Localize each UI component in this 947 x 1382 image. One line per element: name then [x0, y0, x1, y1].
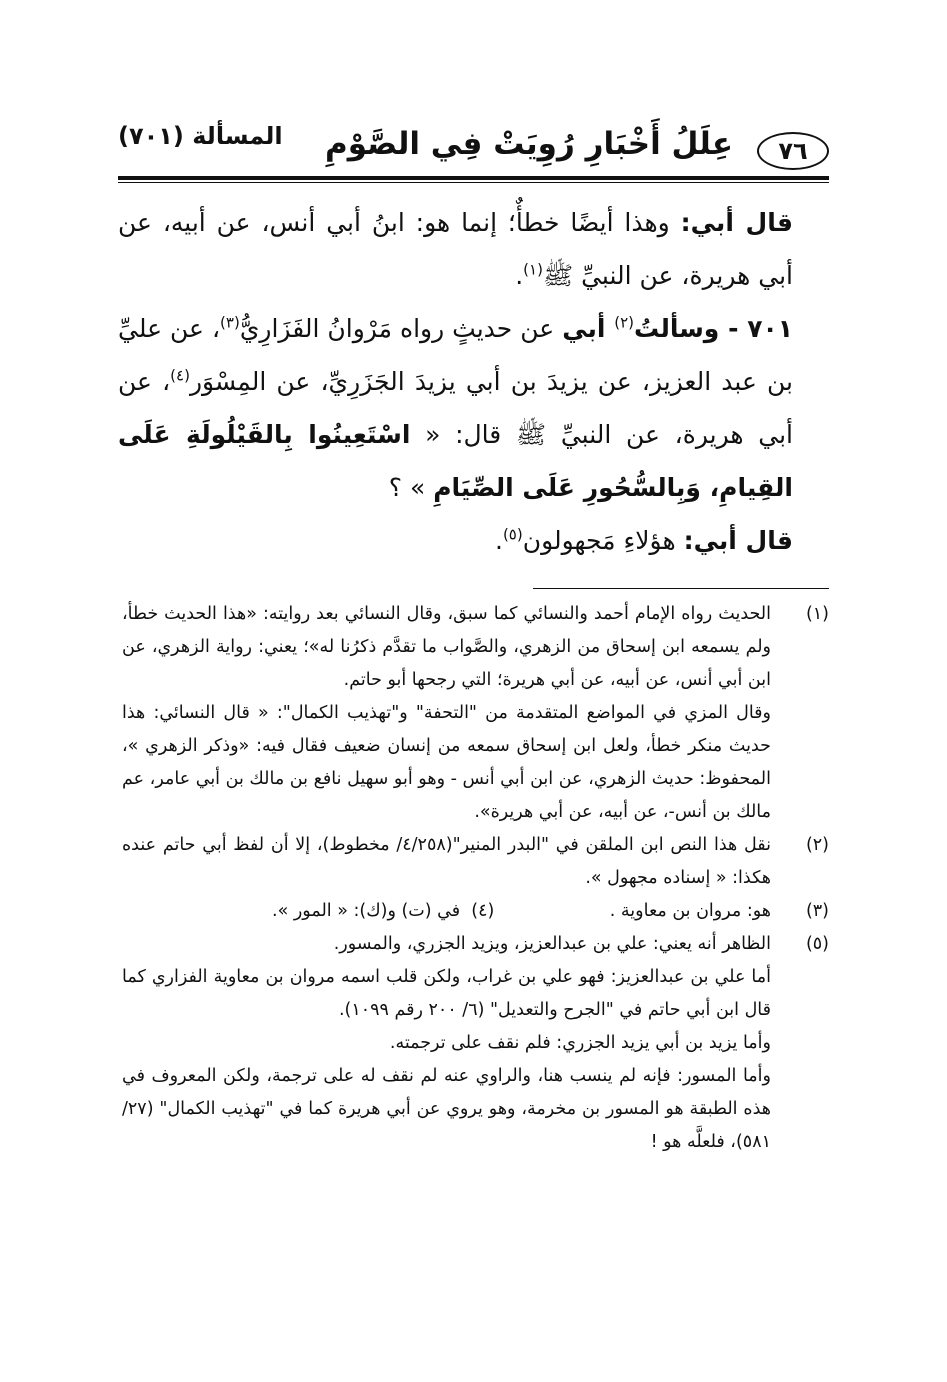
footnote-2	[122, 829, 829, 895]
paragraph-abu-hatim-reply-1	[118, 196, 829, 302]
footnote-ref-5: (٥)	[502, 525, 523, 544]
footnote-paragraph: وأما المسور: فإنه لم ينسب هنا، والراوي عنه لم نقف له على ترجمة، ولكن المعروف في هذه الطبقة هو المسور بن مخرمة، وهو يروي عن أبي هريرة كما في "تهذيب الكمال" (٢٧/ ٥٨١)، فلعلَّه هو !	[122, 1066, 771, 1152]
footnote-number: (٥)	[805, 934, 829, 954]
footnote-number: (٢)	[805, 835, 829, 855]
footnote-ref-3: (٣)	[220, 313, 240, 332]
footnote-1	[122, 598, 829, 829]
paragraph-text: هؤلاءِ مَجهولون	[522, 526, 684, 555]
footnote-paragraph: وأما يزيد بن أبي يزيد الجزري: فلم نقف على ترجمته.	[389, 1033, 771, 1053]
footnote-number: (١)	[805, 604, 829, 624]
footnote-paragraph: نقل هذا النص ابن الملقن في "البدر المنير"(٤/٢٥٨/ مخطوط)، إلا أن لفظ أبي حاتم عنده هكذا: « إسناده مجهول ».	[122, 835, 771, 888]
paragraph-end: .	[515, 261, 524, 290]
footnote-4-text: في (ت) و(ك): « المور ».	[272, 901, 461, 921]
running-title: عِلَلُ أَخْبَارِ رُوِيَتْ فِي الصَّوْمِ	[325, 126, 733, 162]
footnote-number: (٤)	[471, 901, 495, 921]
section-label: المسألة (٧٠١)	[118, 122, 283, 150]
page-number	[757, 132, 829, 170]
page-number-text: ٧٦	[778, 137, 808, 165]
footnote-3-text: هو: مروان بن معاوية .	[609, 901, 771, 921]
header-rule	[118, 176, 829, 183]
question-text-2: ، عن عليِّ بن عبد العزيز، عن يزيدَ بن أبي يزيدَ الجَزَرِيِّ، عن المِسْوَر	[118, 314, 793, 396]
footnote-ref-1: (١)	[523, 260, 543, 279]
question-text-4: » ؟	[388, 473, 434, 502]
main-text	[118, 196, 829, 567]
paragraph-abu-hatim-reply-2	[118, 514, 829, 567]
footnote-paragraph: أما علي بن عبدالعزيز: فهو علي بن غراب، ولكن قلب اسمه مروان بن معاوية الفزاري كما قال ابن أبي حاتم في "الجرح والتعديل" (٦/ ٢٠٠ رقم ١٠٩٩).	[122, 967, 771, 1020]
footnote-separator	[533, 588, 829, 589]
footnote-ref-4: (٤)	[170, 366, 190, 385]
question-lead-2: أبي	[562, 314, 615, 343]
question-text-3: ، عن أبي هريرة، عن النبيِّ ﷺ قال: «	[118, 367, 793, 449]
paragraph-end: .	[494, 526, 503, 555]
paragraph-question-701	[118, 302, 829, 514]
hadith-text: اسْتَعِينُوا بِالقَيْلُولَةِ عَلَى القِيامِ، وَبِالسُّحُورِ عَلَى الصِّيَامِ	[118, 420, 793, 502]
footnote-5	[122, 928, 829, 1159]
footnote-paragraph: الظاهر أنه يعني: علي بن عبدالعزيز، ويزيد الجزري، والمسور.	[333, 934, 771, 954]
question-text-1: عن حديثٍ رواه مَرْوانُ الفَزَارِيُّ	[239, 314, 563, 343]
speaker-label: قال أبي:	[683, 526, 793, 555]
footnote-row	[122, 895, 771, 928]
footnote-4	[272, 895, 494, 928]
footnote-paragraph: الحديث رواه الإمام أحمد والنسائي كما سبق، وقال النسائي بعد روايته: «هذا الحديث خطأ، ولم يسمعه ابن إسحاق من الزهري، والصَّواب ما تقدَّم ذكرُنا له»؛ يعني: رواية الزهري، عن ابن أبي أنس، عن أبيه، عن أبي هريرة؛ التي رجحها أبو حاتم.	[122, 604, 771, 690]
footnote-paragraph: وقال المزي في المواضع المتقدمة من "التحفة" و"تهذيب الكمال": « قال النسائي: هذا حديث منكر خطأ، ولعل ابن إسحاق سمعه من إنسان ضعيف فقال فيه: «وذكر الزهري »، المحفوظ: حديث الزهري، عن ابن أبي أنس - وهو أبو سهيل نافع بن مالك بن أبي عامر، عم مالك بن أنس-، عن أبيه، عن أبي هريرة».	[122, 703, 771, 822]
paragraph-text: وهذا أيضًا خطأٌ؛ إنما هو: ابنُ أبي أنس، عن أبيه، عن أبي هريرة، عن النبيِّ ﷺ	[118, 208, 793, 290]
footnote-3-4	[122, 895, 829, 928]
page-header	[118, 112, 829, 172]
speaker-label: قال أبي:	[680, 208, 793, 237]
question-lead: ٧٠١ - وسألتُ	[633, 314, 794, 343]
footnote-ref-2: (٢)	[614, 313, 634, 332]
footnote-number: (٣)	[805, 901, 829, 921]
footnotes	[122, 598, 829, 1159]
